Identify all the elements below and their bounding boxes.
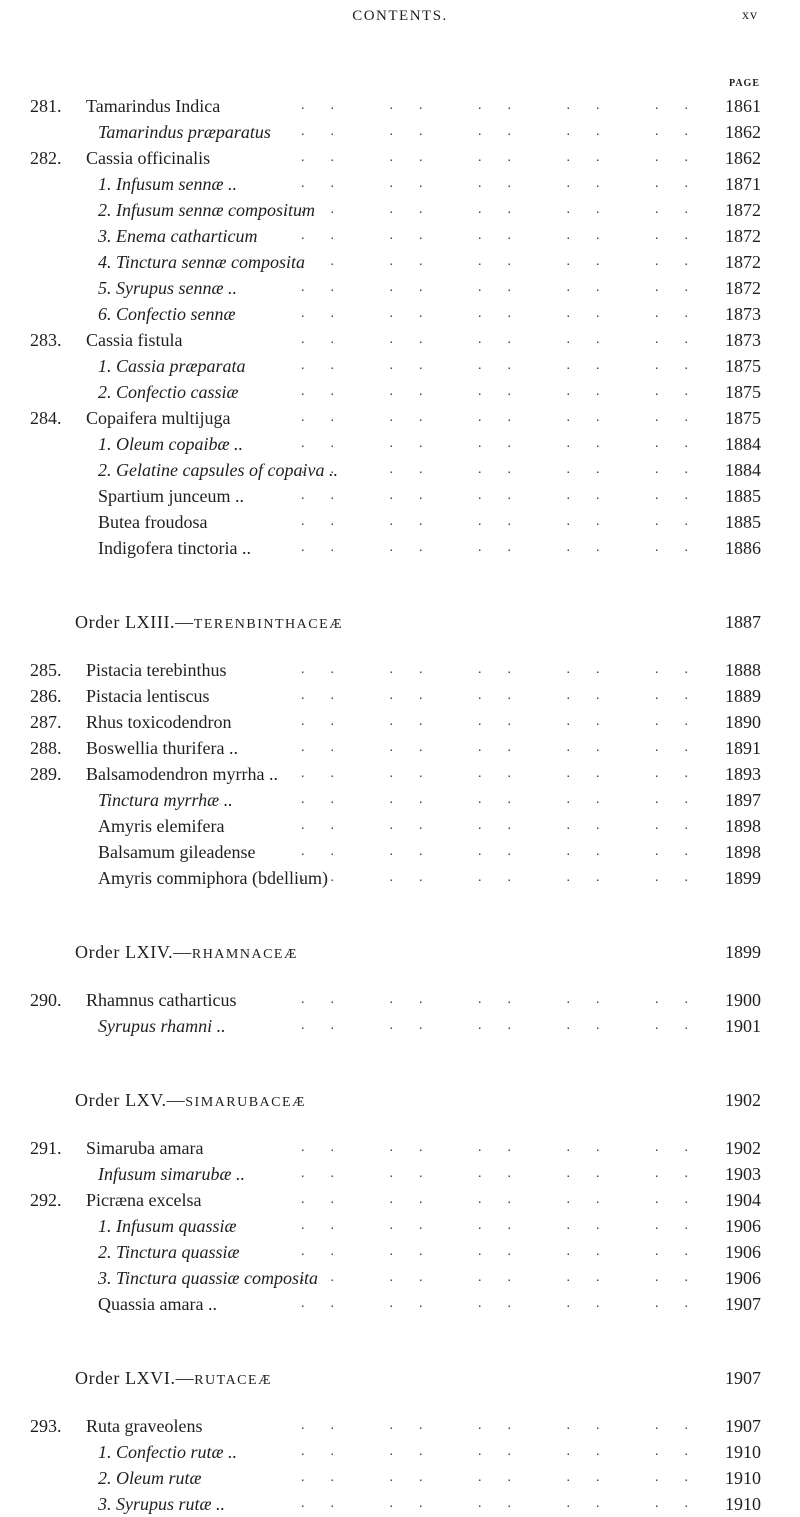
entry-title: 1. Confectio rutæ .. (98, 1442, 237, 1462)
toc-entry (0, 657, 800, 683)
entry-title: 2. Confectio cassiæ (98, 382, 239, 402)
page-number: 1884 (725, 434, 761, 454)
entry-number: 288. (30, 738, 62, 758)
entry-number: 286. (30, 686, 62, 706)
section-spacer (0, 1039, 800, 1085)
order-label: Order LXIV. (75, 942, 174, 962)
entry-title: 2. Infusum sennæ compositum (98, 200, 315, 220)
page-number: 1907 (725, 1368, 761, 1388)
leader-dots: .. .. .. .. .. (301, 358, 714, 373)
leader-dots: .. .. .. .. .. (301, 818, 714, 833)
toc-entry (0, 405, 800, 431)
page-number: 1872 (725, 200, 761, 220)
toc-entry (0, 839, 800, 865)
page-number: 1873 (725, 304, 761, 324)
entry-title: 1. Infusum sennæ .. (98, 174, 237, 194)
leader-dots: .. .. .. .. .. (301, 410, 714, 425)
leader-dots: .. .. .. .. .. (301, 992, 714, 1007)
page-number: 1875 (725, 408, 761, 428)
page-number: 1903 (725, 1164, 761, 1184)
toc-entry (0, 1265, 800, 1291)
toc-entry (0, 709, 800, 735)
toc-entry (0, 1439, 800, 1465)
entry-number: 289. (30, 764, 62, 784)
entry-number: 290. (30, 990, 62, 1010)
page-number: 1910 (725, 1494, 761, 1514)
entry-title: Picræna excelsa (86, 1190, 202, 1210)
entry-title: Tamarindus præparatus (98, 122, 271, 142)
entry-title: 2. Tinctura quassiæ (98, 1242, 240, 1262)
order-family: SIMARUBACEÆ (185, 1095, 307, 1110)
toc-entry (0, 93, 800, 119)
page-number: 1899 (725, 868, 761, 888)
leader-dots: .. .. .. .. .. (301, 202, 714, 217)
leader-dots: .. .. .. .. .. (301, 332, 714, 347)
leader-dots: .. .. .. .. .. (301, 1140, 714, 1155)
leader-dots: .. .. .. .. .. (301, 766, 714, 781)
order-title (75, 937, 298, 970)
toc-entry (0, 457, 800, 483)
order-heading (0, 937, 800, 967)
entry-title: 1. Cassia præparata (98, 356, 246, 376)
page-number: 1872 (725, 278, 761, 298)
leader-dots: .. .. .. .. .. (301, 228, 714, 243)
toc-entry (0, 1413, 800, 1439)
entry-number: 284. (30, 408, 62, 428)
page-number: 1875 (725, 382, 761, 402)
leader-dots: .. .. .. .. .. (301, 254, 714, 269)
toc-entry (0, 1161, 800, 1187)
leader-dots: .. .. .. .. .. (301, 124, 714, 139)
leader-dots: .. .. .. .. .. (301, 488, 714, 503)
entry-number: 293. (30, 1416, 62, 1436)
leader-dots: .. .. .. .. .. (301, 1166, 714, 1181)
toc-entry (0, 301, 800, 327)
toc-entry (0, 1465, 800, 1491)
leader-dots: .. .. .. .. .. (301, 792, 714, 807)
leader-dots: .. .. .. .. .. (301, 384, 714, 399)
entry-number: 283. (30, 330, 62, 350)
entry-title: 2. Gelatine capsules of copaiva .. (98, 460, 338, 480)
order-label: Order LXIII. (75, 612, 176, 632)
toc-entry (0, 761, 800, 787)
leader-dots: .. .. .. .. .. (301, 1192, 714, 1207)
toc-entry (0, 1239, 800, 1265)
entry-title: Simaruba amara (86, 1138, 204, 1158)
page-number: 1899 (725, 942, 761, 962)
leader-dots: .. .. .. .. .. (301, 540, 714, 555)
page-number: 1891 (725, 738, 761, 758)
entry-title: Tamarindus Indica (86, 96, 221, 116)
entry-title: 4. Tinctura sennæ composita (98, 252, 306, 272)
leader-dots: .. .. .. .. .. (301, 150, 714, 165)
section-spacer (0, 891, 800, 937)
page-number: 1902 (725, 1090, 761, 1110)
entry-number: 282. (30, 148, 62, 168)
toc-entry (0, 787, 800, 813)
toc-entry (0, 683, 800, 709)
leader-dots: .. .. .. .. .. (301, 514, 714, 529)
leader-dots: .. .. .. .. .. (301, 1270, 714, 1285)
entry-number: 292. (30, 1190, 62, 1210)
toc-entry (0, 275, 800, 301)
section-spacer (0, 637, 800, 657)
page-number: 1888 (725, 660, 761, 680)
entry-title: 1. Oleum copaibæ .. (98, 434, 243, 454)
page-number: 1906 (725, 1242, 761, 1262)
leader-dots: .. .. .. .. .. (301, 1218, 714, 1233)
header-page-number: xv (742, 8, 758, 23)
order-label: Order LXVI. (75, 1368, 176, 1388)
toc-entry (0, 1135, 800, 1161)
order-dash: — (175, 612, 194, 632)
page-number: 1885 (725, 486, 761, 506)
page-number: 1898 (725, 842, 761, 862)
toc-entry (0, 327, 800, 353)
entry-title: 1. Infusum quassiæ (98, 1216, 237, 1236)
leader-dots: .. .. .. .. .. (301, 98, 714, 113)
entry-title: Tinctura myrrhæ .. (98, 790, 233, 810)
entry-title: Boswellia thurifera .. (86, 738, 238, 758)
page-number: 1873 (725, 330, 761, 350)
toc-entry (0, 1291, 800, 1317)
toc-entry (0, 865, 800, 891)
order-label: Order LXV. (75, 1090, 167, 1110)
entry-title: Cassia officinalis (86, 148, 211, 168)
toc-entry (0, 1187, 800, 1213)
leader-dots: .. .. .. .. .. (301, 714, 714, 729)
toc-entry (0, 145, 800, 171)
toc-entry (0, 171, 800, 197)
entry-number: 287. (30, 712, 62, 732)
entry-title: Pistacia terebinthus (86, 660, 227, 680)
leader-dots: .. .. .. .. .. (301, 662, 714, 677)
table-of-contents (0, 93, 800, 1517)
entry-title: 3. Syrupus rutæ .. (98, 1494, 226, 1514)
page-number: 1862 (725, 122, 761, 142)
toc-entry (0, 535, 800, 561)
toc-entry (0, 119, 800, 145)
entry-title: Cassia fistula (86, 330, 183, 350)
leader-dots: .. .. .. .. .. (301, 306, 714, 321)
order-family: RHAMNACEÆ (191, 947, 298, 962)
page-number: 1872 (725, 252, 761, 272)
entry-title: Balsamum gileadense (98, 842, 256, 862)
order-heading (0, 1085, 800, 1115)
entry-number: 285. (30, 660, 62, 680)
entry-title: 6. Confectio sennæ (98, 304, 236, 324)
order-family: TERENBINTHACEÆ (193, 617, 344, 632)
leader-dots: .. .. .. .. .. (301, 176, 714, 191)
entry-title: Amyris commiphora (bdellium) (98, 868, 328, 888)
page-number: 1872 (725, 226, 761, 246)
leader-dots: .. .. .. .. .. (301, 1296, 714, 1311)
page-number: 1907 (725, 1416, 761, 1436)
leader-dots: .. .. .. .. .. (301, 1444, 714, 1459)
leader-dots: .. .. .. .. .. (301, 1244, 714, 1259)
page-number: 1906 (725, 1268, 761, 1288)
toc-entry (0, 483, 800, 509)
toc-entry (0, 223, 800, 249)
toc-entry (0, 1213, 800, 1239)
order-title (75, 607, 343, 640)
page-number: 1897 (725, 790, 761, 810)
leader-dots: .. .. .. .. .. (301, 1018, 714, 1033)
leader-dots: .. .. .. .. .. (301, 1418, 714, 1433)
toc-entry (0, 509, 800, 535)
section-spacer (0, 1317, 800, 1363)
entry-number: 291. (30, 1138, 62, 1158)
order-dash: — (173, 942, 192, 962)
leader-dots: .. .. .. .. .. (301, 280, 714, 295)
toc-entry (0, 197, 800, 223)
entry-title: Indigofera tinctoria .. (98, 538, 251, 558)
page-column-label: PAGE (728, 78, 760, 89)
entry-title: Ruta graveolens (86, 1416, 203, 1436)
toc-entry (0, 987, 800, 1013)
toc-entry (0, 813, 800, 839)
page-number: 1910 (725, 1442, 761, 1462)
running-header (0, 8, 800, 34)
entry-number: 281. (30, 96, 62, 116)
order-dash: — (166, 1090, 186, 1110)
page-number: 1861 (725, 96, 761, 116)
page-number: 1887 (725, 612, 761, 632)
page-number: 1893 (725, 764, 761, 784)
leader-dots: .. .. .. .. .. (301, 688, 714, 703)
page-number: 1900 (725, 990, 761, 1010)
page-number: 1901 (725, 1016, 761, 1036)
entry-title: Rhamnus catharticus (86, 990, 237, 1010)
toc-entry (0, 379, 800, 405)
page-number: 1898 (725, 816, 761, 836)
order-heading (0, 607, 800, 637)
order-dash: — (175, 1368, 195, 1388)
section-spacer (0, 561, 800, 607)
entry-title: Butea froudosa (98, 512, 208, 532)
section-spacer (0, 1393, 800, 1413)
leader-dots: .. .. .. .. .. (301, 436, 714, 451)
entry-title: Pistacia lentiscus (86, 686, 210, 706)
toc-entry (0, 431, 800, 457)
toc-entry (0, 1013, 800, 1039)
entry-title: Quassia amara .. (98, 1294, 217, 1314)
header-title: CONTENTS. (352, 8, 448, 24)
section-spacer (0, 967, 800, 987)
toc-entry (0, 249, 800, 275)
entry-title: 5. Syrupus sennæ .. (98, 278, 237, 298)
page-number: 1871 (725, 174, 761, 194)
toc-entry (0, 735, 800, 761)
page-number: 1884 (725, 460, 761, 480)
entry-title: 2. Oleum rutæ (98, 1468, 202, 1488)
entry-title: Amyris elemifera (98, 816, 225, 836)
order-family: RUTACEÆ (194, 1373, 273, 1388)
page-number: 1890 (725, 712, 761, 732)
entry-title: Syrupus rhamni .. (98, 1016, 226, 1036)
toc-entry (0, 1491, 800, 1517)
toc-entry (0, 353, 800, 379)
order-title (75, 1363, 272, 1396)
page-number: 1907 (725, 1294, 761, 1314)
entry-title: Balsamodendron myrrha .. (86, 764, 278, 784)
entry-title: 3. Enema catharticum (98, 226, 258, 246)
page-number: 1910 (725, 1468, 761, 1488)
page-number: 1902 (725, 1138, 761, 1158)
page-number: 1875 (725, 356, 761, 376)
leader-dots: .. .. .. .. .. (301, 870, 714, 885)
entry-title: Copaifera multijuga (86, 408, 231, 428)
page-number: 1886 (725, 538, 761, 558)
leader-dots: .. .. .. .. .. (301, 462, 714, 477)
section-spacer (0, 1115, 800, 1135)
page-number: 1889 (725, 686, 761, 706)
leader-dots: .. .. .. .. .. (301, 844, 714, 859)
order-heading (0, 1363, 800, 1393)
page-number: 1885 (725, 512, 761, 532)
entry-title: Spartium junceum .. (98, 486, 244, 506)
leader-dots: .. .. .. .. .. (301, 1470, 714, 1485)
entry-title: Rhus toxicodendron (86, 712, 232, 732)
entry-title: 3. Tinctura quassiæ composita (98, 1268, 319, 1288)
order-title (75, 1085, 306, 1118)
leader-dots: .. .. .. .. .. (301, 740, 714, 755)
leader-dots: .. .. .. .. .. (301, 1496, 714, 1511)
page-number: 1904 (725, 1190, 761, 1210)
page-number: 1862 (725, 148, 761, 168)
entry-title: Infusum simarubæ .. (98, 1164, 246, 1184)
page-number: 1906 (725, 1216, 761, 1236)
